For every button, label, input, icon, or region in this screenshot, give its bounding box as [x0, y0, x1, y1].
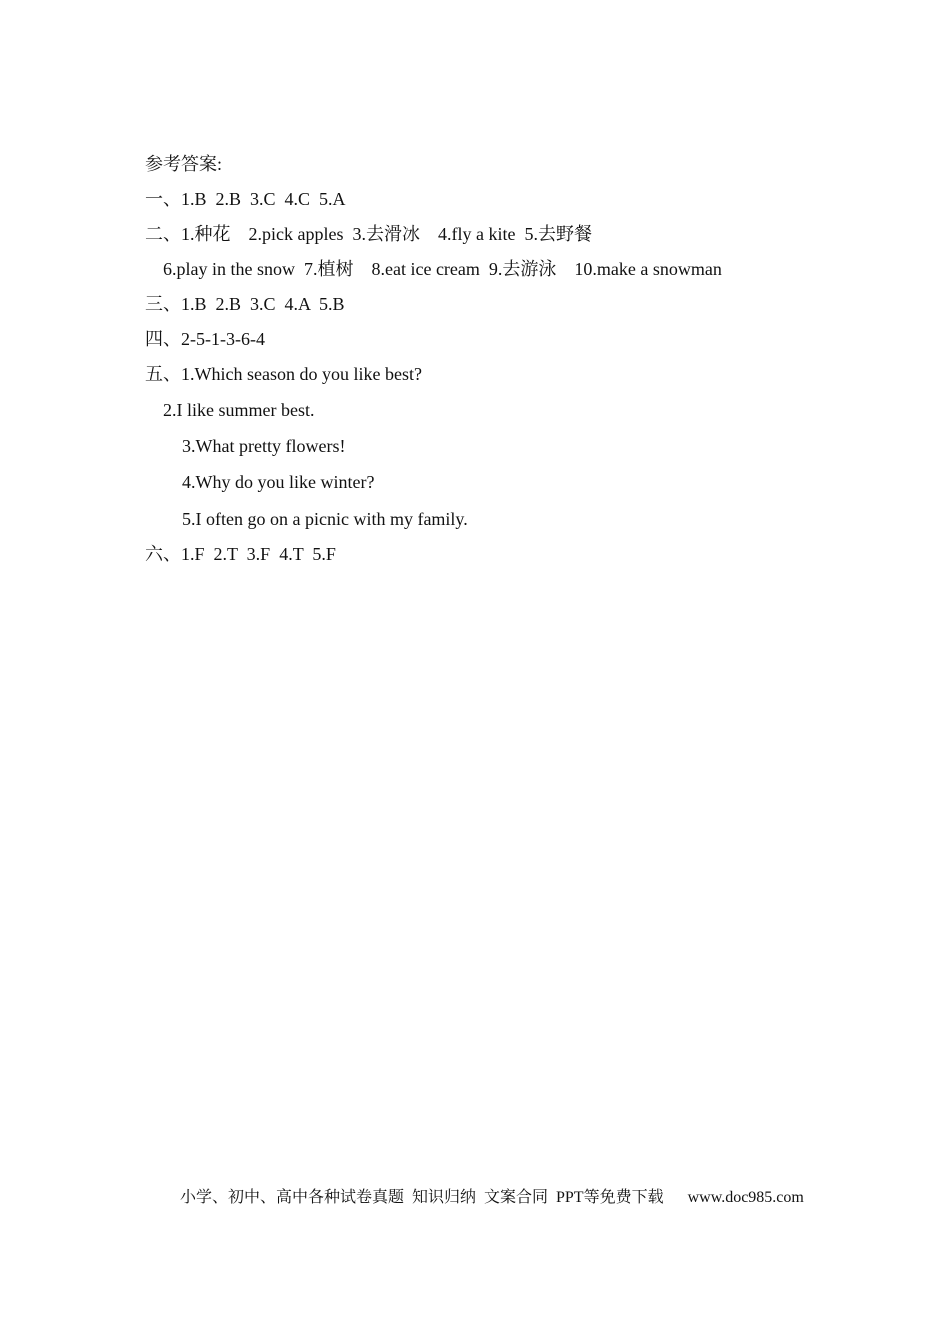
answer-line-section-1: 一、1.B 2.B 3.C 4.C 5.A	[145, 189, 346, 209]
page-footer	[164, 1168, 804, 1228]
answer-line-section-2-cont: 6.play in the snow 7.植树 8.eat ice cream 9.去游泳 10.make a snowman	[163, 259, 722, 279]
answer-line-section-5-item-3: 3.What pretty flowers!	[182, 436, 346, 456]
answer-line-section-5-item-2: 2.I like summer best.	[163, 400, 315, 420]
footer-text: 小学、初中、高中各种试卷真题 知识归纳 文案合同 PPT等免费下载	[180, 1189, 664, 1206]
answer-key-heading: 参考答案:	[145, 154, 223, 174]
answer-line-section-3: 三、1.B 2.B 3.C 4.A 5.B	[145, 294, 345, 314]
answer-line-section-5-item-4: 4.Why do you like winter?	[182, 472, 375, 492]
footer-url-link[interactable]: www.doc985.com	[687, 1189, 804, 1206]
answer-line-section-2: 二、1.种花 2.pick apples 3.去滑冰 4.fly a kite 5.去野餐	[145, 224, 592, 244]
answer-line-section-6: 六、1.F 2.T 3.F 4.T 5.F	[145, 544, 336, 564]
answer-line-section-5: 五、1.Which season do you like best?	[145, 364, 422, 384]
answer-line-section-4: 四、2-5-1-3-6-4	[145, 329, 265, 349]
answer-line-section-5-item-5: 5.I often go on a picnic with my family.	[182, 509, 468, 529]
